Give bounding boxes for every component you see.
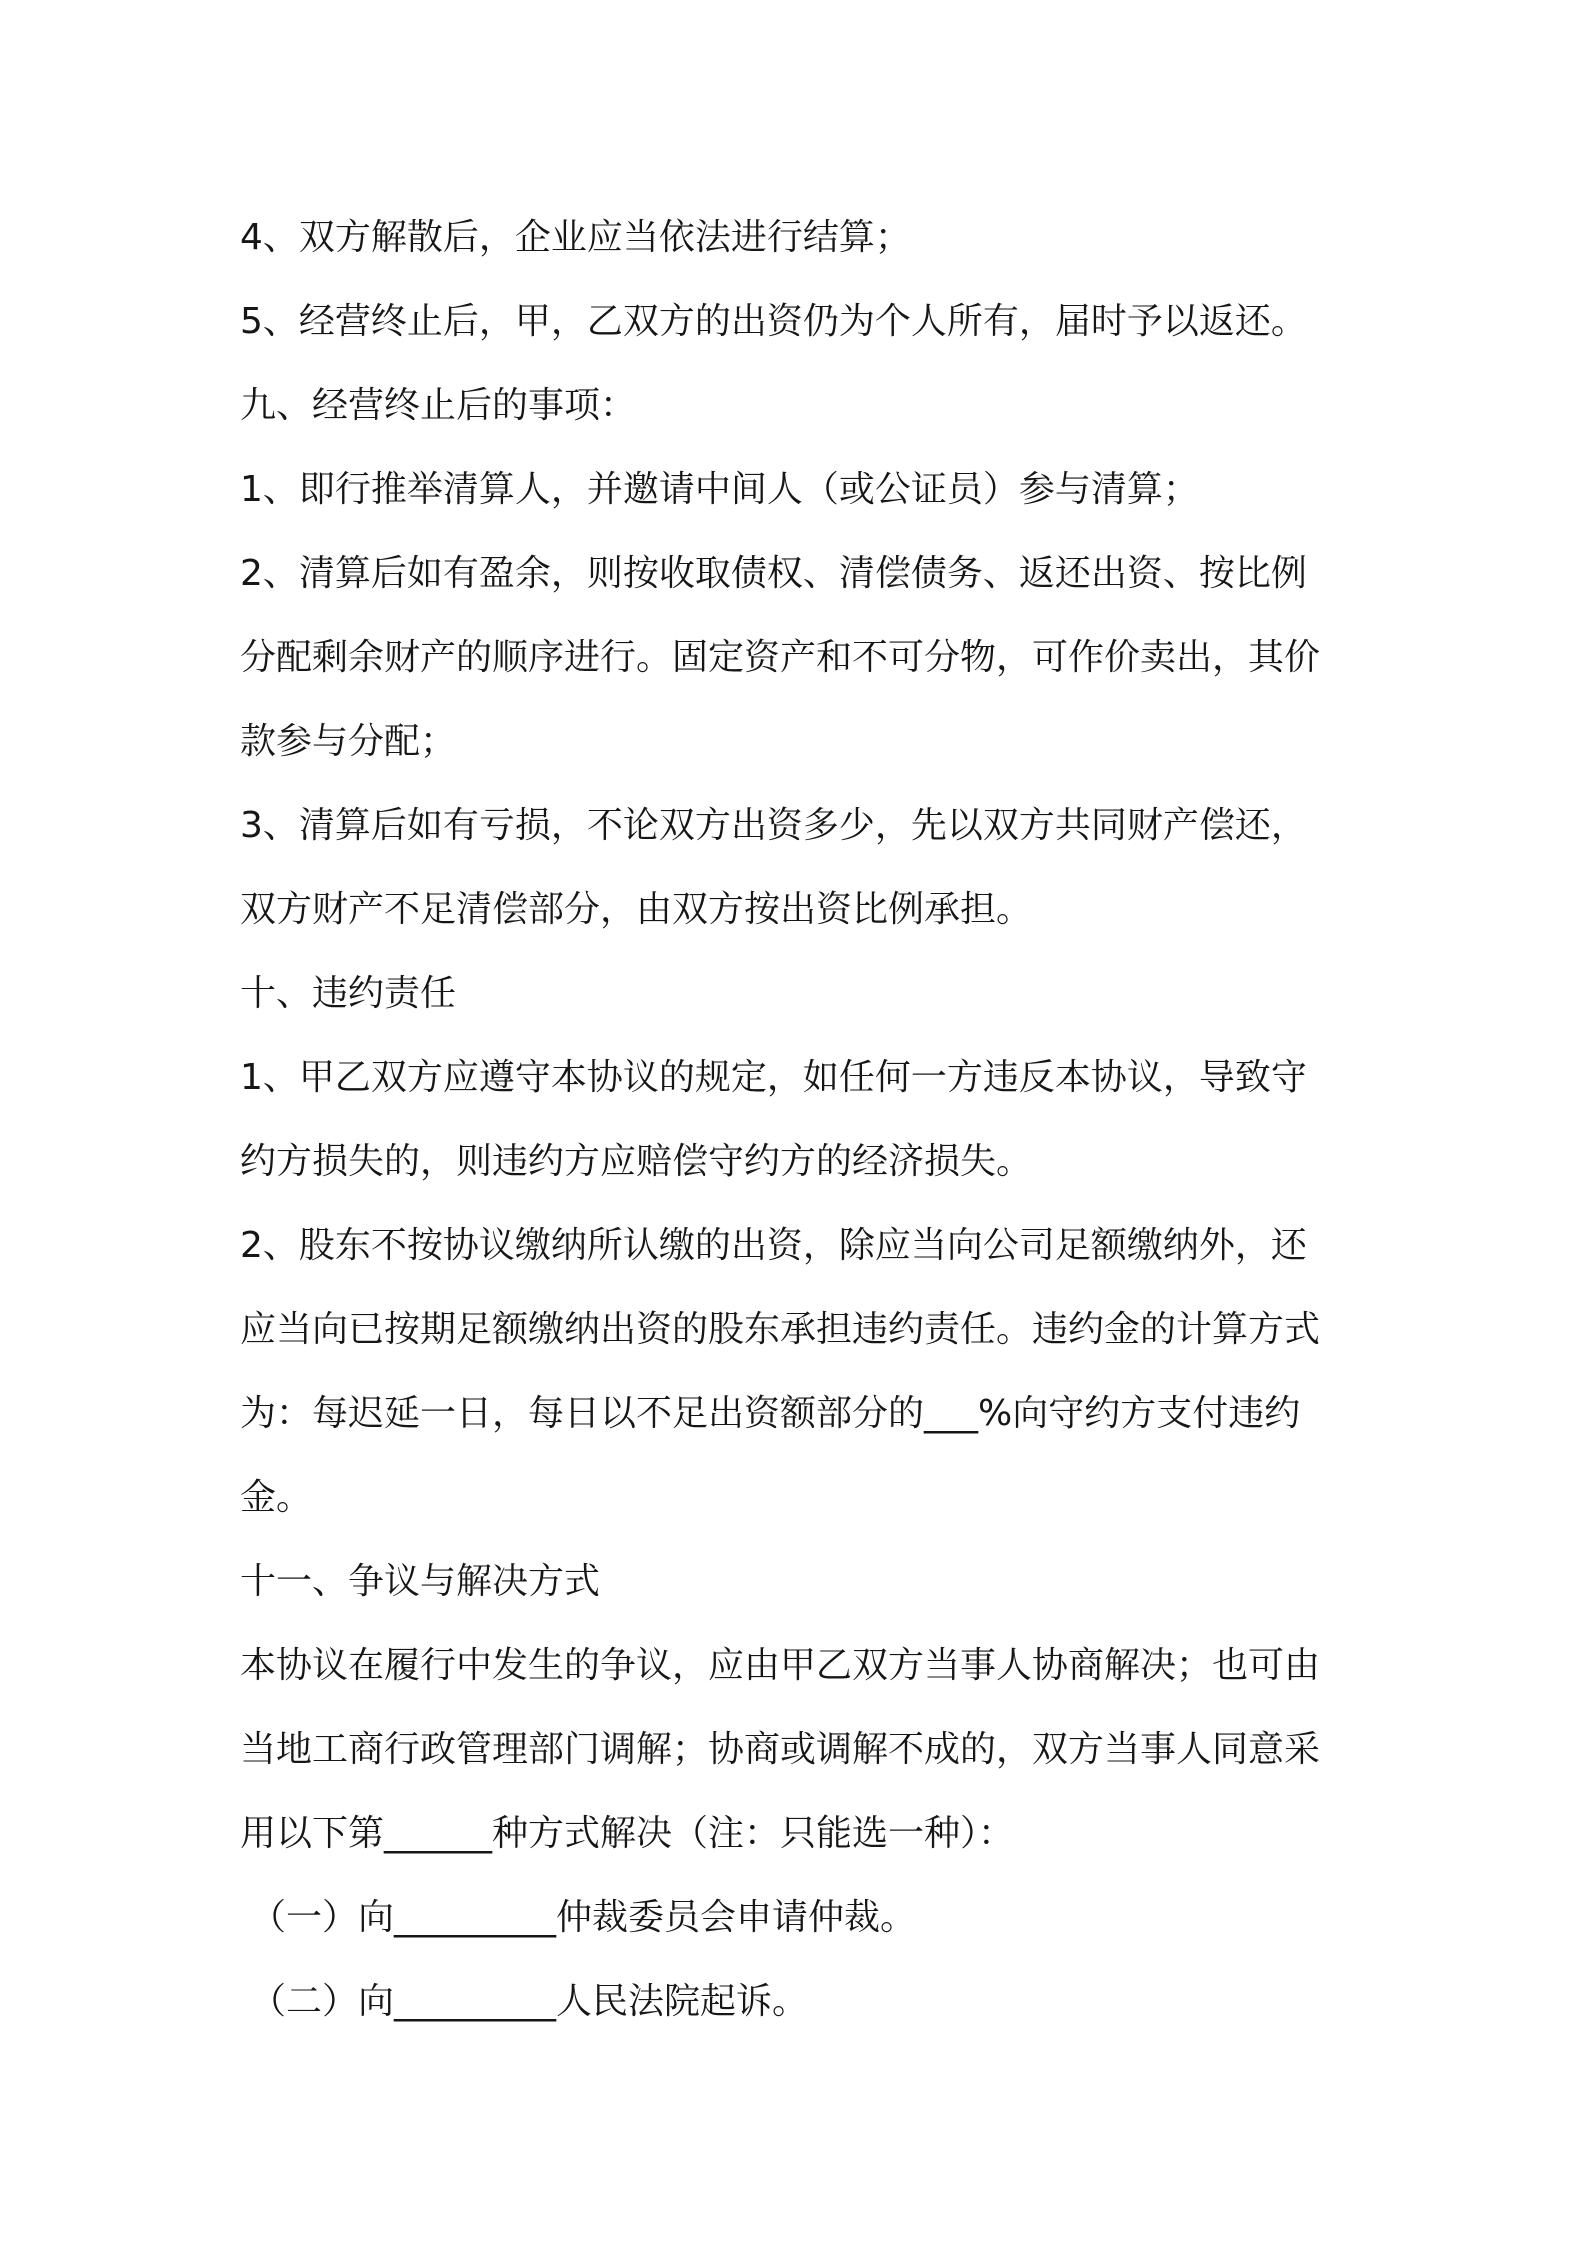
section-10-item-2-line-4: 金。	[240, 1477, 313, 1518]
section-9-item-1: 1、即行推举清算人，并邀请中间人（或公证员）参与清算；	[240, 469, 1199, 510]
clause-4-dissolution-settlement: 4、双方解散后，企业应当依法进行结算；	[240, 217, 911, 258]
option-2-litigation: （二）向_________人民法院起诉。	[250, 1981, 809, 2022]
section-9-heading: 九、经营终止后的事项：	[240, 385, 637, 426]
section-9-item-2-line-2: 分配剩余财产的顺序进行。固定资产和不可分物，可作价卖出，其价	[240, 637, 1321, 678]
section-11-paragraph-line-3: 用以下第______种方式解决（注：只能选一种）：	[240, 1813, 1015, 1854]
section-11-paragraph-line-2: 当地工商行政管理部门调解；协商或调解不成的，双方当事人同意采	[240, 1729, 1321, 1770]
section-10-item-2-line-3: 为：每迟延一日，每日以不足出资额部分的___%向守约方支付违约	[240, 1393, 1301, 1434]
section-10-item-2-line-2: 应当向已按期足额缴纳出资的股东承担违约责任。违约金的计算方式	[240, 1309, 1321, 1350]
section-9-item-3-line-2: 双方财产不足清偿部分，由双方按出资比例承担。	[240, 889, 1033, 930]
section-11-heading: 十一、争议与解决方式	[240, 1561, 601, 1602]
section-10-item-2-line-1: 2、股东不按协议缴纳所认缴的出资，除应当向公司足额缴纳外，还	[240, 1225, 1307, 1266]
section-9-item-3-line-1: 3、清算后如有亏损，不论双方出资多少，先以双方共同财产偿还，	[240, 805, 1307, 846]
document-body	[240, 196, 1360, 2044]
section-9-item-2-line-1: 2、清算后如有盈余，则按收取债权、清偿债务、返还出资、按比例	[240, 553, 1307, 594]
section-10-heading: 十、违约责任	[240, 973, 457, 1014]
section-11-paragraph-line-1: 本协议在履行中发生的争议，应由甲乙双方当事人协商解决；也可由	[240, 1645, 1321, 1686]
clause-5-capital-return: 5、经营终止后，甲，乙双方的出资仍为个人所有，届时予以返还。	[240, 301, 1307, 342]
section-10-item-1-line-2: 约方损失的，则违约方应赔偿守约方的经济损失。	[240, 1141, 1033, 1182]
section-9-item-2-line-3: 款参与分配；	[240, 721, 457, 762]
option-1-arbitration: （一）向_________仲裁委员会申请仲裁。	[250, 1897, 917, 1938]
section-10-item-1-line-1: 1、甲乙双方应遵守本协议的规定，如任何一方违反本协议，导致守	[240, 1057, 1307, 1098]
